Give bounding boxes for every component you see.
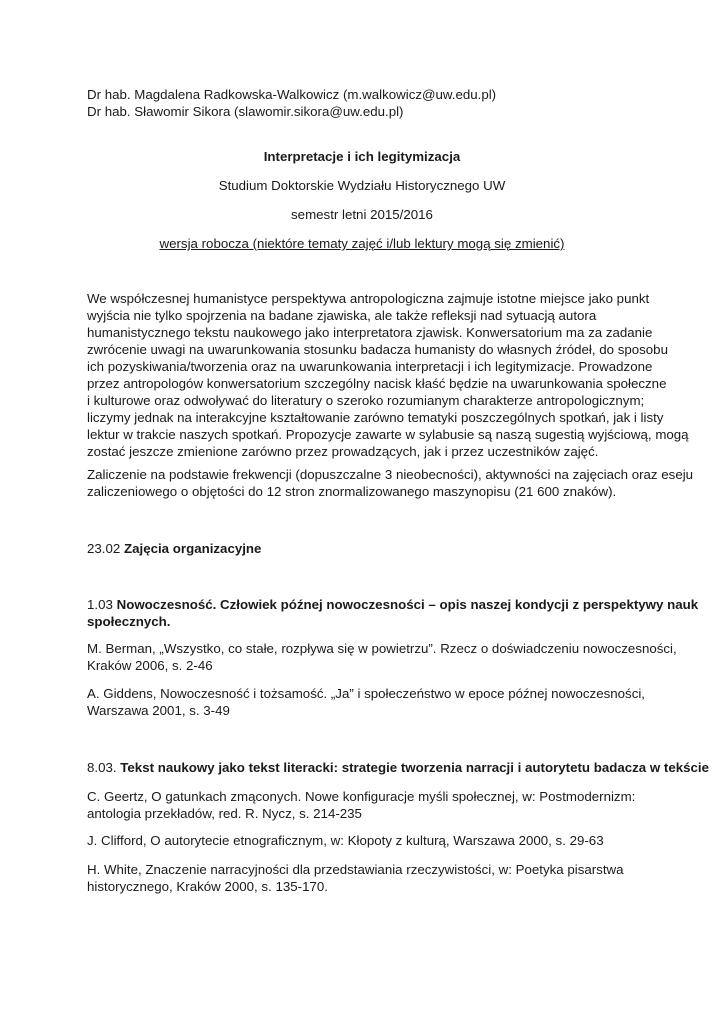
session-date: 8.03. xyxy=(87,760,117,775)
document-title: Interpretacje i ich legitymizacja xyxy=(263,149,461,164)
semester: semestr letni 2015/2016 xyxy=(291,207,433,222)
program-name: Studium Doktorskie Wydziału Historycznego UW xyxy=(218,178,506,193)
session-date: 23.02 xyxy=(87,541,121,556)
reading-item xyxy=(87,788,647,822)
credit-paragraph xyxy=(87,466,694,500)
session-topic: społecznych. xyxy=(87,614,171,629)
authors-block xyxy=(87,86,647,120)
reading-item xyxy=(87,640,677,674)
paragraph-line: lektur w trakcie naszych spotkań. Propozycje zawarte w sylabusie są naszą sugestią wyjściową, mogą xyxy=(87,427,689,442)
reading-line: Warszawa 2001, s. 3-49 xyxy=(87,703,230,718)
reading-item xyxy=(87,861,647,895)
paragraph-line: liczymy jednak na interakcyjne kształtowanie zarówno tematyki poszczególnych spotkań, jak i listy xyxy=(87,410,664,425)
author-line: Dr hab. Sławomir Sikora (slawomir.sikora@uw.edu.pl) xyxy=(87,104,404,119)
paragraph-line: zaliczeniowego o objętości do 12 stron znormalizowanego maszynopisu (21 600 znaków). xyxy=(87,484,617,499)
reading-line: J. Clifford, O autorytecie etnograficznym, w: Kłopoty z kulturą, Warszawa 2000, s. 29-63 xyxy=(87,833,604,848)
reading-item xyxy=(87,832,647,849)
session-heading xyxy=(87,596,699,630)
session-topic: Zajęcia organizacyjne xyxy=(123,541,262,556)
reading-line: Kraków 2006, s. 2-46 xyxy=(87,658,213,673)
reading-line: A. Giddens, Nowoczesność i tożsamość. „Ja” i społeczeństwo w epoce późnej nowoczesności, xyxy=(87,686,645,701)
session-topic: Tekst naukowy jako tekst literacki: strategie tworzenia narracji i autorytetu badacza w tekście xyxy=(120,760,710,775)
session-date: 1.03 xyxy=(87,597,113,612)
reading-line: H. White, Znaczenie narracyjności dla przedstawiania rzeczywistości, w: Poetyka pisarstwa xyxy=(87,862,624,877)
reading-line: C. Geertz, O gatunkach zmąconych. Nowe konfiguracje myśli społecznej, w: Postmodernizm: xyxy=(87,789,636,804)
paragraph-line: zwrócenie uwagi na uwarunkowania stosunku badacza humanisty do własnych źródeł, do sposobu xyxy=(87,342,668,357)
paragraph-line: przez antropologów konwersatorium szczególny nacisk kłaść będzie na uwarunkowania społeczne xyxy=(87,376,667,391)
reading-item xyxy=(87,685,647,719)
paragraph-line: i kulturowe oraz odwoływać do literatury o szeroko rozumianym charakterze antropologicznym; xyxy=(87,393,645,408)
version-note: wersja robocza (niektóre tematy zajęć i/lub lektury mogą się zmienić) xyxy=(159,236,565,251)
reading-line: historycznego, Kraków 2000, s. 135-170. xyxy=(87,879,328,894)
author-line: Dr hab. Magdalena Radkowska-Walkowicz (m.walkowicz@uw.edu.pl) xyxy=(87,87,497,102)
session-heading xyxy=(87,759,710,776)
paragraph-line: humanistycznego tekstu naukowego jako interpretatora zjawisk. Konwersatorium ma za zadanie xyxy=(87,325,653,340)
paragraph-line: wyjścia nie tylko spojrzenia na badane zjawiska, ale także refleksji nad sytuacją autora xyxy=(87,308,597,323)
reading-line: antologia przekładów, red. R. Nycz, s. 214-235 xyxy=(87,806,362,821)
session-heading xyxy=(87,540,647,557)
paragraph-line: We współczesnej humanistyce perspektywa antropologiczna zajmuje istotne miejsce jako punkt xyxy=(87,291,650,306)
paragraph-line: zostać jeszcze zmienione zarówno przez prowadzących, jak i przez uczestników zajęć. xyxy=(87,444,599,459)
reading-line: M. Berman, „Wszystko, co stałe, rozpływa się w powietrzu”. Rzecz o doświadczeniu nowoczesności, xyxy=(87,641,677,656)
intro-paragraph xyxy=(87,290,689,460)
session-topic: Nowoczesność. Człowiek późnej nowoczesności – opis naszej kondycji z perspektywy nauk xyxy=(116,597,699,612)
paragraph-line: Zaliczenie na podstawie frekwencji (dopuszczalne 3 nieobecności), aktywności na zajęciach oraz eseju xyxy=(87,467,694,482)
paragraph-line: ich pozyskiwania/tworzenia oraz na uwarunkowania interpretacji i ich legitymizacje. Prowadzone xyxy=(87,359,653,374)
